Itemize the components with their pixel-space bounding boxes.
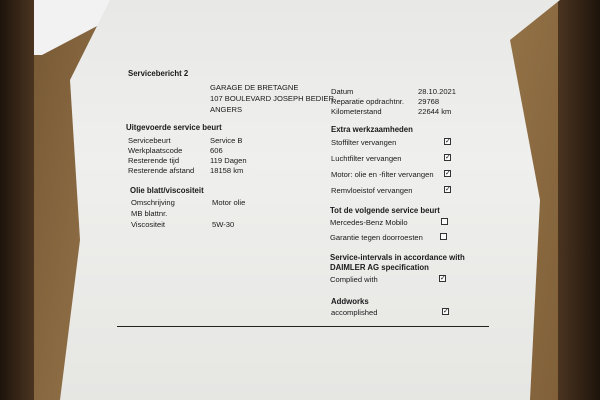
- service-label-time: Resterende tijd: [128, 156, 180, 165]
- info-value-order: 29768: [418, 97, 440, 106]
- service-value-time: 119 Dagen: [210, 156, 247, 165]
- extra-heading: Extra werkzaamheden: [331, 125, 413, 134]
- left-shadow: [0, 0, 34, 400]
- service-label-distance: Resterende afstand: [128, 166, 195, 175]
- extra-item-checkbox[interactable]: ✓: [445, 138, 451, 145]
- extra-item-checkbox[interactable]: ✓: [445, 154, 451, 161]
- addworks-heading: Addworks: [331, 297, 369, 306]
- extra-item-label: Stoffilter vervangen: [331, 138, 397, 147]
- next-heading: Tot de volgende service beurt: [330, 206, 440, 215]
- oil-value-viscosity: 5W-30: [212, 220, 235, 229]
- next-item-label: Mercedes-Benz Mobilo: [330, 218, 408, 227]
- oil-label-description: Omschrijving: [131, 198, 175, 207]
- intervals-heading-line2: DAIMLER AG specification: [330, 263, 429, 272]
- right-shadow: [558, 0, 600, 400]
- oil-value-description: Motor olie: [212, 198, 246, 207]
- service-value-type: Service B: [210, 136, 243, 145]
- next-item-checkbox[interactable]: [440, 233, 447, 240]
- service-value-code: 606: [210, 146, 223, 155]
- extra-item-label: Luchtfilter vervangen: [331, 154, 402, 163]
- info-label-date: Datum: [331, 87, 354, 96]
- garage-address: 107 BOULEVARD JOSEPH BEDIER: [210, 94, 334, 103]
- extra-item-checkbox[interactable]: ✓: [445, 186, 451, 193]
- intervals-heading-line1: Service-intervals in accordance with: [330, 253, 465, 262]
- extra-item-label: Remvloeistof vervangen: [331, 186, 413, 195]
- oil-label-viscosity: Viscositeit: [131, 220, 166, 229]
- service-label-code: Werkplaatscode: [128, 146, 183, 155]
- bottom-divider: [117, 326, 489, 327]
- addworks-item-label: accomplished: [331, 308, 378, 317]
- extra-item-checkbox[interactable]: ✓: [445, 170, 451, 177]
- intervals-item-checkbox[interactable]: ✓: [440, 275, 446, 282]
- info-label-mileage: Kilometerstand: [331, 107, 382, 116]
- next-item-checkbox[interactable]: [441, 218, 448, 225]
- intervals-item-label: Complied with: [330, 275, 378, 284]
- garage-city: ANGERS: [210, 105, 243, 114]
- info-value-mileage: 22644 km: [418, 107, 452, 116]
- next-item-label: Garantie tegen doorroesten: [330, 233, 423, 242]
- service-label-type: Servicebeurt: [128, 136, 171, 145]
- info-label-order: Reparatie opdrachtnr.: [331, 97, 405, 106]
- oil-label-partnumber: MB blattnr.: [131, 209, 168, 218]
- document-title: Servicebericht 2: [128, 69, 189, 78]
- oil-heading: Olie blatt/viscositeit: [130, 186, 204, 195]
- addworks-item-checkbox[interactable]: ✓: [443, 308, 449, 315]
- garage-name: GARAGE DE BRETAGNE: [210, 83, 299, 92]
- info-value-date: 28.10.2021: [418, 87, 457, 96]
- service-heading: Uitgevoerde service beurt: [126, 123, 222, 132]
- extra-item-label: Motor: olie en -filter vervangen: [331, 170, 434, 179]
- service-value-distance: 18158 km: [210, 166, 244, 175]
